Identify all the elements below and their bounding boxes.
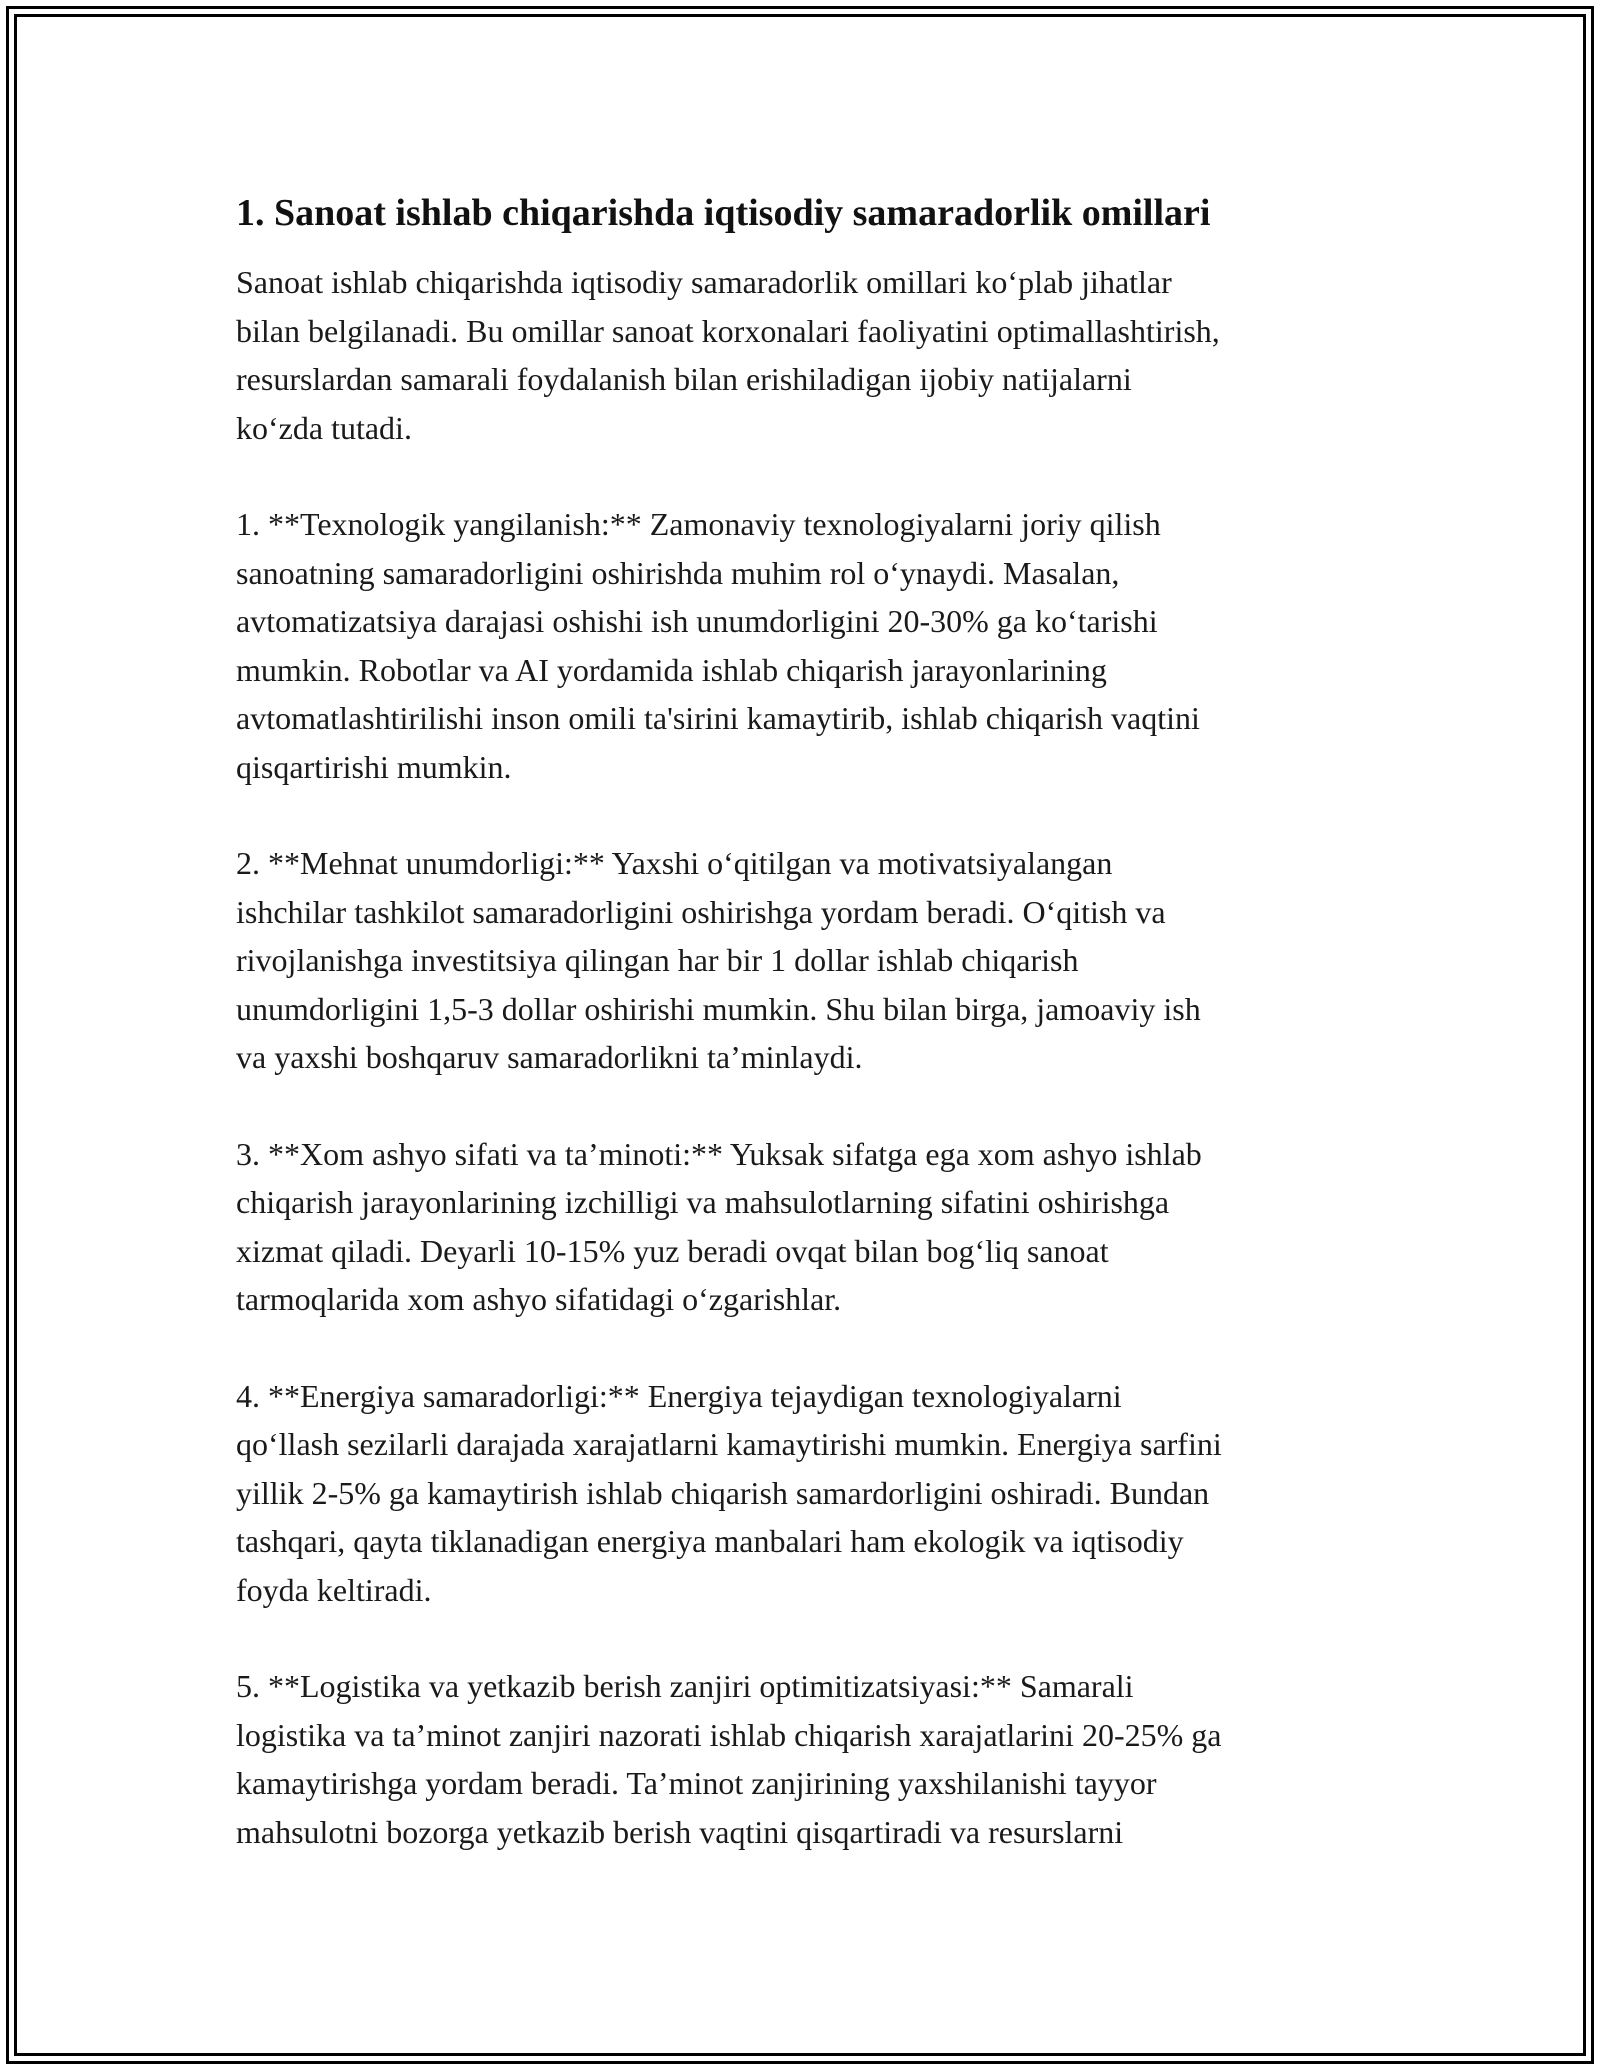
text-line: tashqari, qayta tiklanadigan energiya manbalari ham ekologik va iqtisodiy — [236, 1523, 1184, 1559]
text-line: 5. **Logistika va yetkazib berish zanjiri optimitizatsiyasi:** Samarali — [236, 1668, 1134, 1704]
text-line: Sanoat ishlab chiqarishda iqtisodiy samaradorlik omillari ko‘plab jihatlar — [236, 264, 1172, 300]
text-line: 4. **Energiya samaradorligi:** Energiya tejaydigan texnologiyalarni — [236, 1377, 1122, 1414]
text-line: rivojlanishga investitsiya qilingan har bir 1 dollar ishlab chiqarish — [236, 942, 1079, 978]
paragraph-labor — [236, 839, 1386, 1082]
text-line: qo‘llash sezilarli darajada xarajatlarni kamaytirishi mumkin. Energiya sarfini — [236, 1426, 1222, 1462]
paragraph-energy — [236, 1372, 1386, 1615]
text-line: 2. **Mehnat unumdorligi:** Yaxshi o‘qitilgan va motivatsiyalangan — [236, 845, 1113, 881]
text-line: ko‘zda tutadi. — [236, 409, 412, 446]
text-line: resurslardan samarali foydalanish bilan erishiladigan ijobiy natijalarni — [236, 361, 1132, 397]
paragraph-raw-materials — [236, 1130, 1386, 1324]
paragraph-logistics — [236, 1662, 1386, 1856]
document-body — [236, 186, 1386, 1856]
text-line: yillik 2-5% ga kamaytirish ishlab chiqarish samardorligini oshiradi. Bundan — [236, 1474, 1210, 1511]
text-line: va yaxshi boshqaruv samaradorlikni ta’minlaydi. — [236, 1039, 863, 1075]
text-line: kamaytirishga yordam beradi. Ta’minot zanjirining yaxshilanishi tayyor — [236, 1765, 1157, 1801]
text-line: mumkin. Robotlar va AI yordamida ishlab chiqarish jarayonlarining — [236, 651, 1107, 688]
text-line: avtomatizatsiya darajasi oshishi ish unumdorligini 20-30% ga ko‘tarishi — [236, 603, 1158, 639]
text-line: 1. **Texnologik yangilanish:** Zamonaviy texnologiyalarni joriy qilish — [236, 506, 1161, 542]
text-line: unumdorligini 1,5-3 dollar oshirishi mumkin. Shu bilan birga, jamoaviy ish — [236, 990, 1201, 1027]
text-line: ishchilar tashkilot samaradorligini oshirishga yordam beradi. O‘qitish va — [236, 893, 1166, 930]
text-line: avtomatlashtirilishi inson omili ta'sirini kamaytirib, ishlab chiqarish vaqtini — [236, 700, 1200, 736]
text-line: mahsulotni bozorga yetkazib berish vaqtini qisqartiradi va resurslarni — [236, 1813, 1124, 1850]
text-line: 3. **Xom ashyo sifati va ta’minoti:** Yuksak sifatga ega xom ashyo ishlab — [236, 1135, 1202, 1172]
document-title: 1. Sanoat ishlab chiqarishda iqtisodiy samaradorlik omillari — [236, 192, 1211, 234]
text-line: logistika va ta’minot zanjiri nazorati ishlab chiqarish xarajatlarini 20-25% ga — [236, 1716, 1222, 1753]
text-line: foyda keltiradi. — [236, 1571, 432, 1608]
text-line: tarmoqlarida xom ashyo sifatidagi o‘zgarishlar. — [236, 1281, 842, 1317]
paragraph-technology — [236, 500, 1386, 791]
intro-paragraph — [236, 258, 1386, 452]
text-line: sanoatning samaradorligini oshirishda muhim rol o‘ynaydi. Masalan, — [236, 554, 1120, 591]
text-line: bilan belgilanadi. Bu omillar sanoat korxonalari faoliyatini optimallashtirish, — [236, 312, 1220, 349]
text-line: qisqartirishi mumkin. — [236, 748, 512, 785]
text-line: chiqarish jarayonlarining izchilligi va mahsulotlarning sifatini oshirishga — [236, 1184, 1170, 1220]
text-line: xizmat qiladi. Deyarli 10-15% yuz beradi ovqat bilan bog‘liq sanoat — [236, 1232, 1109, 1269]
